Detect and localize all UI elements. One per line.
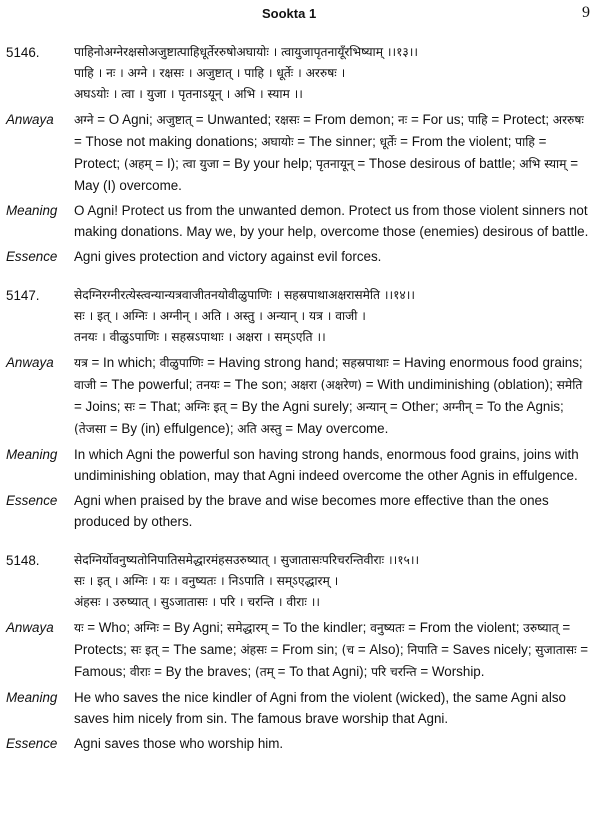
anwaya-gloss: = Joins; bbox=[74, 399, 125, 414]
meaning-text: In which Agni the powerful son having strong hands, enormous food grains, joins with undiminishing oblation, may that Agni indeed overcome the other Agnis in effulgence. bbox=[74, 447, 579, 483]
anwaya-word: अग्ने bbox=[74, 113, 94, 127]
verse-number: 5146. bbox=[6, 45, 40, 60]
meaning-label: Meaning bbox=[6, 447, 58, 462]
anwaya-label: Anwaya bbox=[6, 355, 54, 370]
anwaya-label: Anwaya bbox=[6, 112, 54, 127]
anwaya-gloss: = From sin; bbox=[266, 642, 342, 657]
verse-number: 5148. bbox=[6, 553, 40, 568]
anwaya-gloss: = By Agni; bbox=[158, 620, 228, 635]
anwaya-gloss: = By (in) effulgence); bbox=[106, 421, 238, 436]
anwaya-word: वाजी bbox=[74, 378, 97, 392]
anwaya-gloss: = Having enormous food grains; bbox=[388, 355, 583, 370]
anwaya-gloss: = Unwanted; bbox=[191, 112, 275, 127]
anwaya-word: समेद्धारम् bbox=[227, 621, 268, 635]
verse-5146 bbox=[0, 42, 600, 267]
anwaya-word: वीराः bbox=[129, 665, 151, 679]
anwaya-text bbox=[74, 617, 600, 683]
sanskrit-line: पाहि । नः । अग्ने । रक्षसः । अजुष्टात् । पाहि । धूर्तेः । अररुषः । bbox=[74, 66, 346, 80]
anwaya-word: (तेजसा bbox=[74, 422, 107, 436]
anwaya-word: सहस्रपाथाः bbox=[342, 356, 389, 370]
anwaya-word: धूर्तेः bbox=[379, 135, 397, 149]
anwaya-gloss: = To the Agnis; bbox=[471, 399, 564, 414]
sanskrit-line: अंहसः । उरुष्यात् । सुऽजातासः । परि । चरन्ति । वीराः ।। bbox=[74, 595, 321, 609]
verse-5148 bbox=[0, 550, 600, 754]
anwaya-text bbox=[74, 109, 600, 196]
anwaya-word: पाहि bbox=[467, 113, 488, 127]
essence-text: Agni saves those who worship him. bbox=[74, 736, 284, 751]
anwaya-gloss: = I); bbox=[151, 156, 183, 171]
sanskrit-line: सेदग्निरग्नीरत्येस्त्वन्यान्यत्रवाजीतनयोवीळुपाणिः । सहस्रपाथाअक्षरासमेति ।।१४।। bbox=[74, 288, 416, 302]
anwaya-gloss: = O Agni; bbox=[93, 112, 157, 127]
anwaya-gloss: = By the Agni surely; bbox=[226, 399, 357, 414]
meaning-label: Meaning bbox=[6, 203, 58, 218]
anwaya-gloss: = From the violent; bbox=[396, 134, 516, 149]
anwaya-gloss: = From the violent; bbox=[404, 620, 524, 635]
anwaya-gloss: = Protect; bbox=[74, 134, 547, 171]
anwaya-word: तनयः bbox=[196, 378, 220, 392]
anwaya-gloss: = With undiminishing (oblation); bbox=[362, 377, 557, 392]
anwaya-word: अंहसः bbox=[240, 643, 267, 657]
essence-text: Agni gives protection and victory against evil forces. bbox=[74, 249, 382, 264]
page-header bbox=[0, 4, 600, 24]
anwaya-word: पृतनायून् bbox=[316, 157, 354, 171]
anwaya-word: वनुष्यतः bbox=[370, 621, 405, 635]
anwaya-word: पाहि bbox=[515, 135, 535, 149]
sanskrit-line: तनयः । वीळुऽपाणिः । सहस्रऽपाथाः । अक्षरा । सम्ऽएति ।। bbox=[74, 330, 326, 344]
essence-label: Essence bbox=[6, 249, 58, 264]
verse-5147 bbox=[0, 285, 600, 532]
anwaya-gloss: = May (I) overcome. bbox=[74, 156, 579, 193]
meaning-text: He who saves the nice kindler of Agni from the violent (wicked), the same Agni also saves him nicely from sin. The famous brave worship that Agni. bbox=[74, 690, 566, 726]
sanskrit-line: सः । इत् । अग्निः । यः । वनुष्यतः । निऽपाति । सम्ऽएद्धारम् । bbox=[74, 574, 339, 588]
essence-text: Agni when praised by the brave and wise becomes more effective than the ones produced by others. bbox=[74, 493, 549, 529]
anwaya-word: सुजातासः bbox=[535, 643, 577, 657]
anwaya-gloss: = May overcome. bbox=[281, 421, 389, 436]
anwaya-gloss: = By your help; bbox=[218, 156, 317, 171]
anwaya-word: अग्निः bbox=[133, 621, 159, 635]
anwaya-word: अग्नीन् bbox=[442, 400, 472, 414]
anwaya-gloss: = Famous; bbox=[74, 642, 589, 679]
anwaya-word: समेति bbox=[556, 378, 583, 392]
page-number: 9 bbox=[582, 4, 590, 21]
anwaya-word: नः bbox=[398, 113, 408, 127]
anwaya-gloss: = To that Agni); bbox=[273, 664, 372, 679]
anwaya-word: वीळुपाणिः bbox=[159, 356, 204, 370]
anwaya-label: Anwaya bbox=[6, 620, 54, 635]
anwaya-gloss: = In which; bbox=[87, 355, 160, 370]
anwaya-word: (तम् bbox=[254, 665, 274, 679]
anwaya-word: अक्षरा (अक्षरेण) bbox=[290, 378, 363, 392]
anwaya-gloss: = Protect; bbox=[487, 112, 553, 127]
page-title: Sookta 1 bbox=[262, 6, 317, 21]
anwaya-gloss: = That; bbox=[134, 399, 185, 414]
anwaya-gloss: = The son; bbox=[219, 377, 291, 392]
anwaya-word: अजुष्टात् bbox=[156, 113, 192, 127]
anwaya-word: सः bbox=[124, 400, 135, 414]
anwaya-word: रक्षसः bbox=[274, 113, 300, 127]
anwaya-word: अभि स्याम् bbox=[519, 157, 567, 171]
sanskrit-line: सः । इत् । अग्निः । अग्नीन् । अति । अस्तु । अन्यान् । यत्र । वाजी । bbox=[74, 309, 366, 323]
anwaya-word: अति अस्तु bbox=[237, 422, 282, 436]
anwaya-gloss: = For us; bbox=[407, 112, 468, 127]
anwaya-gloss: = Other; bbox=[386, 399, 443, 414]
anwaya-word: उरुष्यात् bbox=[523, 621, 559, 635]
anwaya-gloss: = From demon; bbox=[299, 112, 399, 127]
anwaya-word: त्वा युजा bbox=[182, 157, 219, 171]
anwaya-word: अन्यान् bbox=[356, 400, 387, 414]
anwaya-word: (च bbox=[341, 643, 355, 657]
anwaya-gloss: = Who; bbox=[83, 620, 134, 635]
sanskrit-line: पाहिनोअग्नेरक्षसोअजुष्टात्पाहिधूर्तेररुषोअघायोः । त्वायुजापृतनायूँरभिष्याम् ।।१३।। bbox=[74, 45, 419, 59]
anwaya-gloss: = The sinner; bbox=[293, 134, 380, 149]
anwaya-gloss: = Those not making donations; bbox=[74, 134, 262, 149]
anwaya-word: परि चरन्ति bbox=[371, 665, 417, 679]
anwaya-gloss: = Worship. bbox=[416, 664, 485, 679]
anwaya-word: अग्निः इत् bbox=[184, 400, 227, 414]
sanskrit-line: सेदग्निर्योवनुष्यतोनिपातिसमेद्धारमंहसउरुष्यात् । सुजातासःपरिचरन्तिवीराः ।।१५।। bbox=[74, 553, 420, 567]
anwaya-word: यः bbox=[74, 621, 84, 635]
anwaya-gloss: = Those desirous of battle; bbox=[353, 156, 520, 171]
anwaya-word: अररुषः bbox=[552, 113, 584, 127]
essence-label: Essence bbox=[6, 493, 58, 508]
verse-number: 5147. bbox=[6, 288, 40, 303]
sanskrit-line: अघऽयोः । त्वा । युजा । पृतनाऽयून् । अभि । स्याम ।। bbox=[74, 87, 303, 101]
anwaya-gloss: = Also); bbox=[354, 642, 408, 657]
page-content bbox=[0, 42, 600, 772]
anwaya-word: निपाति bbox=[407, 643, 438, 657]
meaning-label: Meaning bbox=[6, 690, 58, 705]
anwaya-gloss: = Saves nicely; bbox=[437, 642, 536, 657]
anwaya-gloss: = Protects; bbox=[74, 620, 571, 657]
meaning-text: O Agni! Protect us from the unwanted demon. Protect us from those violent sinners not making donations. May we, by your help, overcome those (enemies) desirous of battle. bbox=[74, 203, 589, 239]
anwaya-gloss: = Having strong hand; bbox=[203, 355, 343, 370]
anwaya-gloss: = The powerful; bbox=[96, 377, 197, 392]
anwaya-word: सः इत् bbox=[130, 643, 159, 657]
anwaya-gloss: = By the braves; bbox=[150, 664, 255, 679]
essence-label: Essence bbox=[6, 736, 58, 751]
anwaya-word: यत्र bbox=[74, 356, 88, 370]
anwaya-gloss: = To the kindler; bbox=[267, 620, 371, 635]
anwaya-gloss: = The same; bbox=[158, 642, 241, 657]
anwaya-word: अघायोः bbox=[261, 135, 294, 149]
anwaya-word: (अहम् bbox=[123, 157, 152, 171]
anwaya-text bbox=[74, 352, 600, 440]
